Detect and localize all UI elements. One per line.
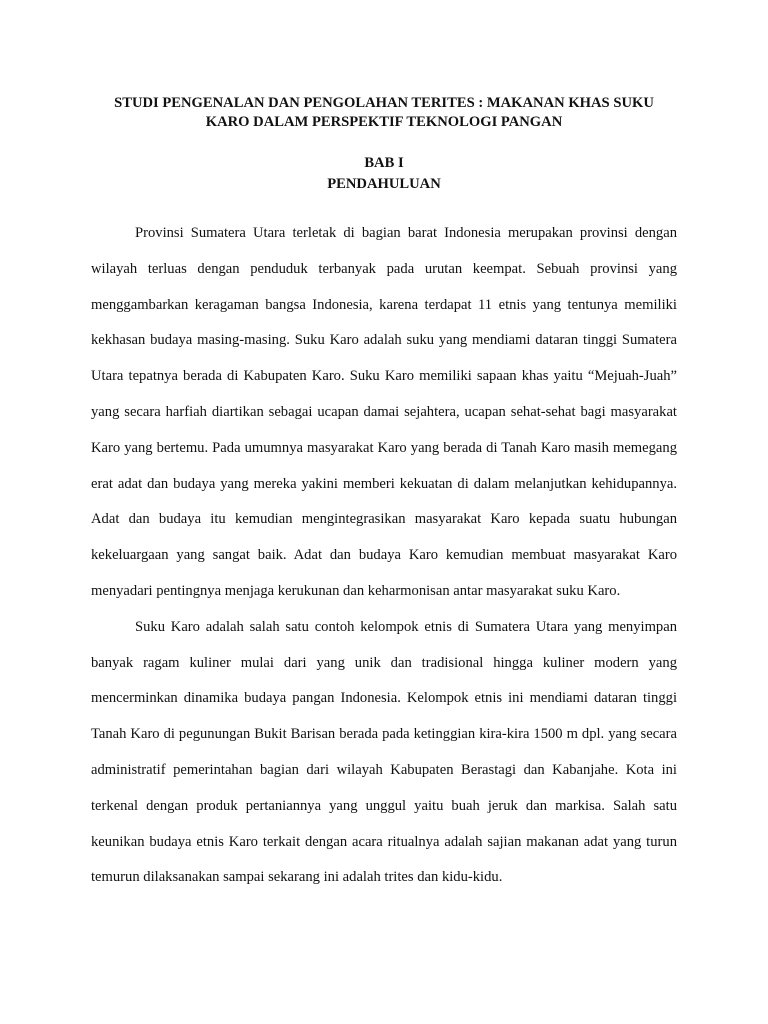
chapter-number: BAB I bbox=[364, 155, 404, 171]
chapter-title: PENDAHULUAN bbox=[327, 176, 441, 192]
paragraph-2: Suku Karo adalah salah satu contoh kelompok etnis di Sumatera Utara yang menyimpan banyak ragam kuliner mulai dari yang unik dan tradisional hingga kuliner modern yang mencerminkan dinamika budaya pangan Indonesia. Kelompok etnis ini mendiami dataran tinggi Tanah Karo di pegunungan Bukit Barisan berada pada ketinggian kira-kira 1500 m dpl. yang secara administratif pemerintahan bagian dari wilayah Kabupaten Berastagi dan Kabanjahe. Kota ini terkenal dengan produk pertaniannya yang unggul yaitu buah jeruk dan markisa. Salah satu keunikan budaya etnis Karo terkait dengan acara ritualnya adalah sajian makanan adat yang turun temurun dilaksanakan sampai sekarang ini adalah trites dan kidu-kidu. bbox=[91, 618, 677, 886]
document-body bbox=[91, 216, 677, 896]
paragraph-1: Provinsi Sumatera Utara terletak di bagian barat Indonesia merupakan provinsi dengan wilayah terluas dengan penduduk terbanyak pada urutan keempat. Sebuah provinsi yang menggambarkan keragaman bangsa Indonesia, karena terdapat 11 etnis yang tentunya memiliki kekhasan budaya masing-masing. Suku Karo adalah suku yang mendiami dataran tinggi Sumatera Utara tepatnya berada di Kabupaten Karo. Suku Karo memiliki sapaan khas yaitu “Mejuah-Juah” yang secara harfiah diartikan sebagai ucapan damai sejahtera, ucapan sehat-sehat bagi masyarakat Karo yang bertemu. Pada umumnya masyarakat Karo yang berada di Tanah Karo masih memegang erat adat dan budaya yang mereka yakini memberi kekuatan di dalam melanjutkan kehidupannya. Adat dan budaya itu kemudian mengintegrasikan masyarakat Karo kepada suatu hubungan kekeluargaan yang sangat baik. Adat dan budaya Karo kemudian membuat masyarakat Karo menyadari pentingnya menjaga kerukunan dan keharmonisan antar masyarakat suku Karo. bbox=[91, 225, 677, 599]
document-page bbox=[91, 94, 677, 896]
document-title: STUDI PENGENALAN DAN PENGOLAHAN TERITES : MAKANAN KHAS SUKU KARO DALAM PERSPEKTIF TEKNOLOGI PANGAN bbox=[114, 95, 654, 130]
